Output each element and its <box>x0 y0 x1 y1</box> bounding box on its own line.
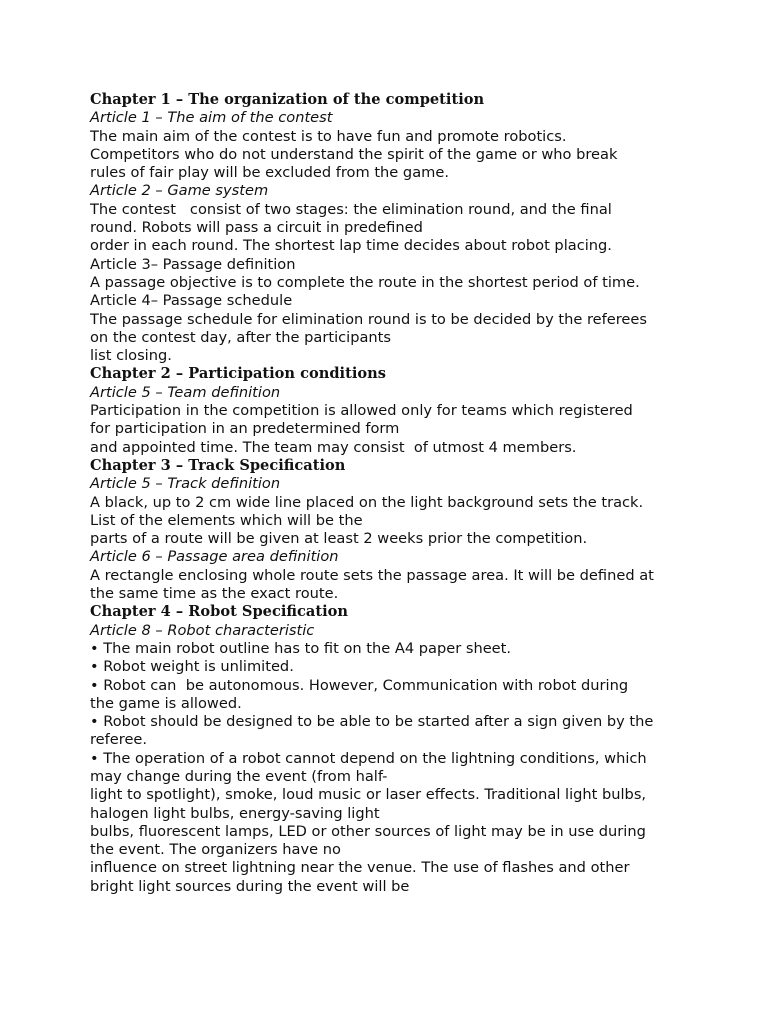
body-line: A rectangle enclosing whole route sets the passage area. It will be defined at <box>90 566 654 584</box>
chapter-1-heading: Chapter 1 – The organization of the competition <box>90 91 485 108</box>
bullet-line: • Robot can be autonomous. However, Communication with robot during <box>90 676 629 694</box>
article-3-heading: Article 3– Passage definition <box>90 255 296 273</box>
body-line: List of the elements which will be the <box>90 511 363 529</box>
body-line: the game is allowed. <box>90 694 242 712</box>
body-line: the same time as the exact route. <box>90 585 339 603</box>
article-8-heading: Article 8 – Robot characteristic <box>90 621 315 639</box>
article-4-heading: Article 4– Passage schedule <box>90 292 293 310</box>
body-line: for participation in an predetermined form <box>90 420 400 438</box>
chapter-4-heading: Chapter 4 – Robot Specification <box>90 603 348 621</box>
bullet-line: • Robot should be designed to be able to be started after a sign given by the <box>90 713 654 731</box>
body-line: bright light sources during the event will be <box>90 877 410 895</box>
article-5-team-heading: Article 5 – Team definition <box>90 383 281 401</box>
article-6-heading: Article 6 – Passage area definition <box>90 548 339 566</box>
article-5-track-heading: Article 5 – Track definition <box>90 475 281 493</box>
body-line: list closing. <box>90 347 172 365</box>
body-line: influence on street lightning near the venue. The use of flashes and other <box>90 859 630 877</box>
bullet-line: • Robot weight is unlimited. <box>90 658 294 676</box>
body-line: bulbs, fluorescent lamps, LED or other sources of light may be in use during <box>90 822 646 840</box>
body-line: on the contest day, after the participants <box>90 328 391 346</box>
body-line: rules of fair play will be excluded from the game. <box>90 164 449 182</box>
body-line: order in each round. The shortest lap time decides about robot placing. <box>90 237 612 255</box>
body-line: Participation in the competition is allowed only for teams which registered <box>90 402 633 420</box>
body-line: referee. <box>90 731 148 749</box>
body-line: A passage objective is to complete the route in the shortest period of time. <box>90 273 640 291</box>
bullet-line: • The operation of a robot cannot depend on the lightning conditions, which <box>90 749 647 767</box>
article-1-heading: Article 1 – The aim of the contest <box>90 109 333 127</box>
body-line: halogen light bulbs, energy-saving light <box>90 804 380 822</box>
chapter-2-heading: Chapter 2 – Participation conditions <box>90 365 386 383</box>
document-page <box>90 91 730 896</box>
body-line: round. Robots will pass a circuit in predefined <box>90 219 423 237</box>
body-line: Competitors who do not understand the spirit of the game or who break <box>90 145 618 163</box>
body-line: may change during the event (from half- <box>90 767 388 785</box>
chapter-3-heading: Chapter 3 – Track Specification <box>90 456 346 474</box>
body-line: The passage schedule for elimination round is to be decided by the referees <box>90 310 647 328</box>
body-line: The contest consist of two stages: the elimination round, and the final <box>90 200 612 218</box>
body-line: A black, up to 2 cm wide line placed on the light background sets the track. <box>90 493 644 511</box>
bullet-line: • The main robot outline has to fit on the A4 paper sheet. <box>90 639 512 657</box>
body-line: the event. The organizers have no <box>90 841 341 859</box>
body-line: light to spotlight), smoke, loud music or laser effects. Traditional light bulbs, <box>90 786 647 804</box>
body-line: The main aim of the contest is to have fun and promote robotics. <box>90 127 567 145</box>
article-2-heading: Article 2 – Game system <box>90 182 269 200</box>
body-line: and appointed time. The team may consist of utmost 4 members. <box>90 438 577 456</box>
body-line: parts of a route will be given at least 2 weeks prior the competition. <box>90 530 588 548</box>
